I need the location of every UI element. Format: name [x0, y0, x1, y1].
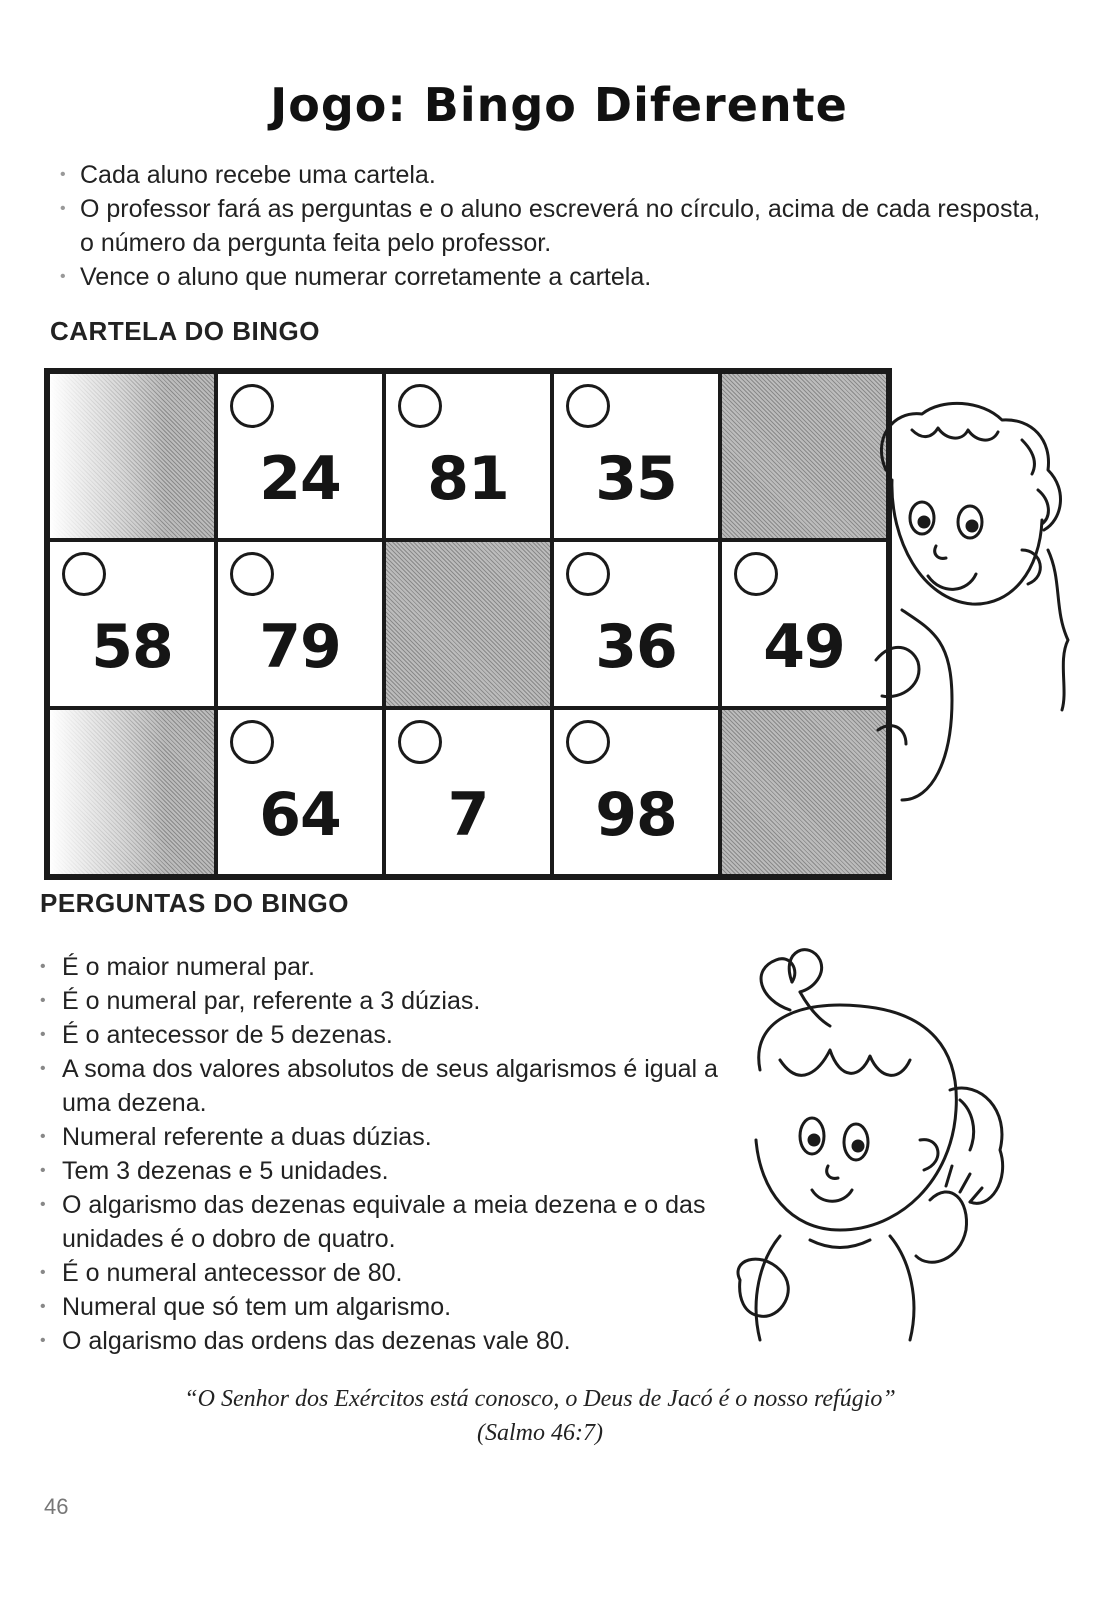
girl-peeking-illustration: [872, 400, 1072, 820]
question-item: • É o maior numeral par.: [40, 950, 740, 984]
question-item: • O algarismo das ordens das dezenas vale 80.: [40, 1324, 740, 1358]
answer-circle[interactable]: [230, 552, 274, 596]
bingo-cell: [384, 708, 552, 876]
bingo-number: 58: [91, 612, 173, 682]
bingo-cell-blank: [720, 372, 888, 540]
question-item: • Numeral referente a duas dúzias.: [40, 1120, 740, 1154]
bingo-cell: [216, 540, 384, 708]
bingo-number: 24: [259, 444, 341, 514]
answer-circle[interactable]: [62, 552, 106, 596]
questions-list: [40, 950, 740, 1358]
bible-quote: [120, 1382, 960, 1450]
rules-list: [60, 158, 1060, 294]
quote-text: “O Senhor dos Exércitos está conosco, o Deus de Jacó é o nosso refúgio”: [184, 1386, 896, 1412]
answer-circle[interactable]: [566, 720, 610, 764]
bingo-number: 79: [259, 612, 341, 682]
bingo-number: 98: [595, 780, 677, 850]
bingo-number: 36: [595, 612, 677, 682]
question-item: • Numeral que só tem um algarismo.: [40, 1290, 740, 1324]
bingo-cell: [720, 540, 888, 708]
answer-circle[interactable]: [398, 384, 442, 428]
bingo-cell: [216, 372, 384, 540]
rule-item: • Cada aluno recebe uma cartela.: [60, 158, 1060, 192]
bingo-cell: [552, 372, 720, 540]
question-item: • É o numeral antecessor de 80.: [40, 1256, 740, 1290]
question-item: • É o antecessor de 5 dezenas.: [40, 1018, 740, 1052]
girl-pigtails-illustration: [720, 940, 1040, 1360]
page-title: Jogo: Bingo Diferente: [270, 78, 848, 132]
question-item: • É o numeral par, referente a 3 dúzias.: [40, 984, 740, 1018]
bingo-grid: [44, 368, 892, 880]
answer-circle[interactable]: [230, 384, 274, 428]
bingo-number: 81: [427, 444, 509, 514]
question-item: • Tem 3 dezenas e 5 unidades.: [40, 1154, 740, 1188]
bingo-cell: [552, 540, 720, 708]
bingo-cell: [48, 540, 216, 708]
bingo-cell-blank: [720, 708, 888, 876]
answer-circle[interactable]: [734, 552, 778, 596]
question-item: • A soma dos valores absolutos de seus algarismos é igual a uma dezena.: [40, 1052, 740, 1120]
rule-item: • Vence o aluno que numerar corretamente a cartela.: [60, 260, 1060, 294]
bingo-number: 35: [595, 444, 677, 514]
questions-heading: PERGUNTAS DO BINGO: [40, 888, 349, 918]
question-item: • O algarismo das dezenas equivale a meia dezena e o das unidades é o dobro de quatro.: [40, 1188, 740, 1256]
bingo-cell: [384, 372, 552, 540]
card-heading: CARTELA DO BINGO: [50, 316, 320, 346]
answer-circle[interactable]: [566, 552, 610, 596]
bingo-number: 49: [763, 612, 845, 682]
bingo-cell: [552, 708, 720, 876]
page-number: 46: [44, 1494, 69, 1519]
bingo-cell-blank: [48, 372, 216, 540]
bingo-number: 64: [259, 780, 341, 850]
answer-circle[interactable]: [398, 720, 442, 764]
bingo-cell-blank: [384, 540, 552, 708]
answer-circle[interactable]: [566, 384, 610, 428]
answer-circle[interactable]: [230, 720, 274, 764]
rule-item: • O professor fará as perguntas e o aluno escreverá no círculo, acima de cada resposta, o número da pergunta feita pelo professor.: [60, 192, 1060, 260]
bingo-card: [44, 368, 892, 880]
bingo-cell: [216, 708, 384, 876]
bingo-number: 7: [447, 780, 489, 850]
quote-reference: (Salmo 46:7): [477, 1420, 603, 1446]
bingo-cell-blank: [48, 708, 216, 876]
